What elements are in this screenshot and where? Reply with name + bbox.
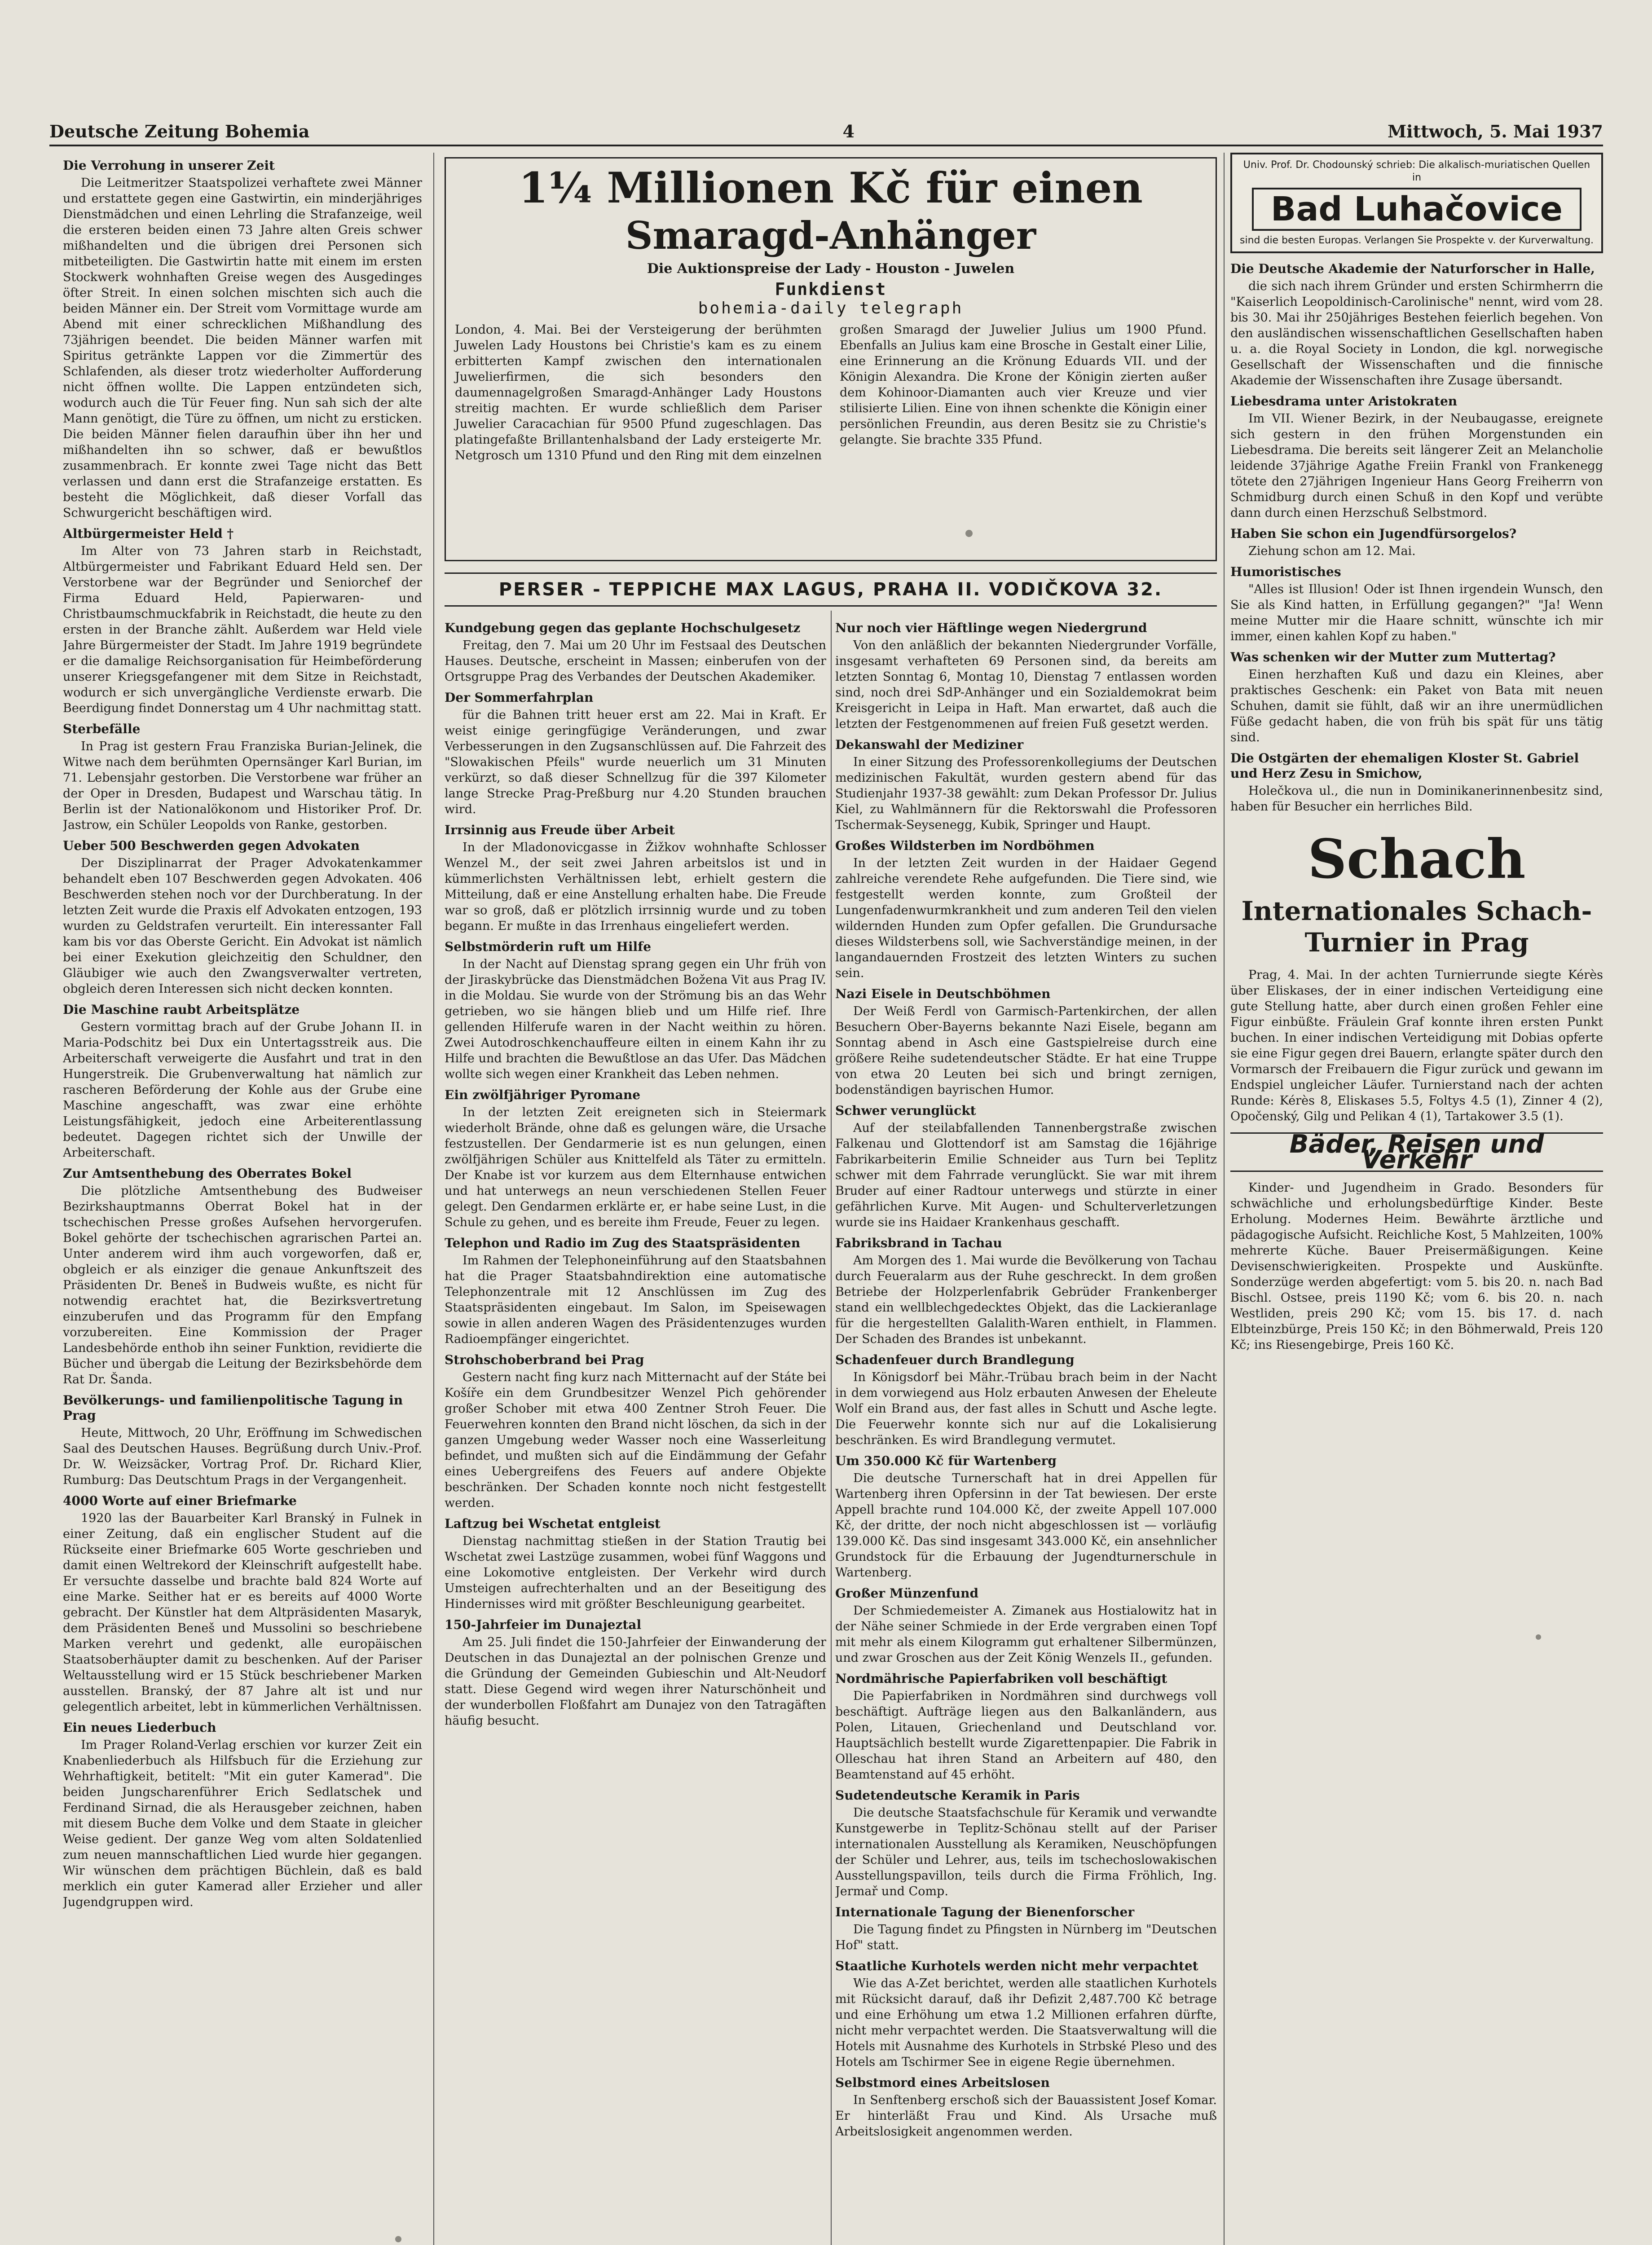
- article-text: Im VII. Wiener Bezirk, in der Neubaugasse, ereignete sich gestern in den frühen Morgenstunden ein Liebesdrama. Die bereits seit längerer Zeit an Melancholie leidende 37jährige Agathe Freiin Frankl von Frankenegg tötete den 27jährigen Ingenieur Hans Georg Freiherrn von Schmidburg durch einen Schuß in den Kopf und verübte dann durch einen Herzschuß Selbstmord.: [1230, 412, 1603, 520]
- article-heading: Nordmährische Papierfabriken voll beschäftigt: [835, 1671, 1167, 1686]
- article-text: Holečkova ul., die nun in Dominikanerinnenbesitz sind, haben für Besucher ein herrliches Bild.: [1230, 784, 1603, 814]
- article-text: 1920 las der Bauarbeiter Karl Branský in Fulnek in einer Zeitung, daß ein englischer Student auf die Rückseite einer Briefmarke 605 Worte geschrieben und damit einen Weltrekord der Kleinschrift aufgestellt habe. Er versuchte dasselbe und brachte bald 824 Worte auf eine Marke. Seither hat er es bereits auf 4000 Worte gebracht. Der Künstler hat dem Altpräsidenten Masaryk, dem Präsidenten Beneš und Mussolini so beschriebene Marken verehrt und gedenkt, alle europäischen Staatsoberhäupter damit zu beschenken. Auf der Pariser Weltausstellung wird er 15 Stück beschriebener Marken ausstellen. Branský, der 87 Jahre alt ist und nur gelegentlich arbeitet, lebt in kümmerlichen Verhältnissen.: [63, 1511, 422, 1714]
- article-heading: Sterbefälle: [63, 722, 141, 736]
- article-text: Ziehung schon am 12. Mai.: [1248, 544, 1416, 558]
- page-number: 4: [842, 121, 855, 141]
- column-4: [1230, 153, 1603, 2245]
- article-text: Die deutsche Staatsfachschule für Keramik und verwandte Kunstgewerbe in Teplitz-Schönau stellt auf der Pariser internationalen Ausstellung als Keramiken, Neuschöpfungen der Schüler und Lehrer, aus, teils im tschechoslowakischen Ausstellungspavillon, teils durch die Firma Fröhlich, Ing. Jermař und Comp.: [835, 1806, 1217, 1898]
- page-header: [49, 114, 1603, 141]
- article-text: Im Rahmen der Telephoneinführung auf den Staatsbahnen hat die Prager Staatsbahndirektion eine automatische Telephonzentrale mit 12 Anschlüssen im Zug des Staatspräsidenten eingebaut. Im Salon, im Speisewagen sowie in allen anderen Wagen des Präsidentenzuges wurden Radioempfänger eingerichtet.: [445, 1254, 826, 1346]
- column-separator: [433, 153, 434, 2245]
- banner-headline: 1¼ Millionen Kč für einen: [519, 163, 1143, 213]
- article-text: Die deutsche Turnerschaft hat in drei Appellen für Wartenberg ihren Opfersinn in der Tat bewiesen. Der erste Appell brachte rund 104.000 Kč, der zweite Appell 107.000 Kč, der dritte, der noch nicht abgeschlossen ist — vorläufig 139.000 Kč. Das sind insgesamt 343.000 Kč, ein ansehnlicher Grundstock für die Erbauung der Jugendturnerschule in Wartenberg.: [835, 1471, 1217, 1580]
- carpet-advertisement: PERSER - TEPPICHE MAX LAGUS, PRAHA II. VODIČKOVA 32.: [445, 572, 1217, 607]
- article-heading: Bevölkerungs- und familienpolitische Tagung in Prag: [63, 1393, 403, 1423]
- article-heading: Altbürgermeister Held †: [63, 526, 234, 541]
- article-heading: Die Maschine raubt Arbeitsplätze: [63, 1002, 300, 1017]
- print-speck: [395, 2236, 401, 2242]
- article-text: Dienstag nachmittag stießen in der Station Trautig bei Wschetat zwei Lastzüge zusammen, wobei fünf Waggons und eine Lokomotive entgleisten. Der Verkehr wird durch Umsteigen aufrechterhalten und an der Beseitigung des Hindernisses wird mit größter Beschleunigung gearbeitet.: [445, 1534, 826, 1611]
- article-heading: Ein zwölfjähriger Pyromane: [445, 1087, 641, 1102]
- article-heading: Großes Wildsterben im Nordböhmen: [835, 838, 1095, 853]
- article-heading: Ueber 500 Beschwerden gegen Advokaten: [63, 838, 360, 853]
- article-heading: Ein neues Liederbuch: [63, 1720, 216, 1735]
- article-heading: Die Verrohung in unserer Zeit: [63, 158, 275, 173]
- article-text: Gestern nacht fing kurz nach Mitternacht auf der Státe bei Košíře ein dem Grundbesitzer Wenzel Pich gehörender großer Schober mit etwa 400 Zentner Stroh Feuer. Die Feuerwehren konnten den Brand nicht löschen, da sich in der ganzen Umgebung weder Wasser noch eine Wasserleitung befindet, und mußten sich auf die Eindämmung der Gefahr eines Uebergreifens des Feuers auf andere Objekte beschränken. Der Schaden konnte noch nicht festgestellt werden.: [445, 1370, 826, 1510]
- issue-date: Mittwoch, 5. Mai 1937: [1388, 121, 1603, 141]
- article-heading: Nur noch vier Häftlinge wegen Niedergrund: [835, 621, 1147, 635]
- banner-headline-2: Smaragd-Anhänger: [625, 213, 1036, 258]
- travel-heading: Bäder, Reisen und Verkehr: [1230, 1132, 1603, 1172]
- article-heading: Laftzug bei Wschetat entgleist: [445, 1516, 661, 1531]
- article-text: Im Prager Roland-Verlag erschien vor kurzer Zeit ein Knabenliederbuch als Hilfsbuch für die Erziehung zur Wehrhaftigkeit, betitelt: "Mit ein guter Kamerad". Die beiden Jungscharenführer Erich Sedlatschek und Ferdinand Sirnad, die als Herausgeber zeichnen, haben mit diesem Buche dem Volke und dem Staate in gleicher Weise gedient. Der ganze Weg vom alten Soldatenlied zum neuen mannschaftlichen Lied wurde hier gegangen. Wir wünschen dem prächtigen Büchlein, daß es bald merklich ein guter Kamerad aller Erzieher und aller Jugendgruppen wird.: [63, 1738, 422, 1909]
- banner-subhead: Die Auktionspreise der Lady - Houston - Juwelen: [647, 261, 1015, 277]
- article-heading: Selbstmörderin ruft um Hilfe: [445, 939, 652, 954]
- travel-text: Kinder- und Jugendheim in Grado. Besonders für schwächliche und erholungsbedürftige Kinder. Beste Erholung. Modernes Heim. Bewährte ärztliche und pädagogische Aufsicht. Reichliche Kost, 5 Mahlzeiten, 100% mehrerte Küche. Bauer Preisermäßigungen. Keine Devisenschwierigkeiten. Prospekte und Auskünfte. Sonderzüge werden abgefertigt: vom 5. bis 20. n. nach Bad Bischl. Ostsee, preis 1190 Kč; vom 6. bis 20. n. nach Westliden, preis 290 Kč; vom 15. bis 17. d. nach Elbteinzbürge, Preis 150 Kč; in den Böhmerwald, Preis 120 Kč; ins Riesengebirge, Preis 160 Kč.: [1230, 1181, 1603, 1352]
- funkdienst-label: Funkdienst: [775, 279, 887, 299]
- article-heading: Schwer verunglückt: [835, 1103, 976, 1118]
- article-heading: Die Deutsche Akademie der Naturforscher in Halle,: [1230, 261, 1595, 276]
- article-text: Der Disziplinarrat der Prager Advokatenkammer behandelt eben 107 Beschwerden gegen Advokaten. 406 Beschwerden stehen noch vor der Durchberatung. In der letzten Zeit wurde die Praxis elf Advokaten entzogen, 193 wurden zu Geldstrafen verurteilt. Ein interessanter Fall kam bis vor das Oberste Gericht. Ein Advokat ist nämlich bei einer Exekution gleichzeitig den Schuldner, den Gläubiger wie auch den Zwangsverwalter vertreten, obgleich deren Interessen sich nicht decken konnten.: [63, 856, 422, 996]
- article-heading: Fabriksbrand in Tachau: [835, 1236, 1002, 1250]
- column-2: [445, 615, 826, 2245]
- telegraph-label: bohemia-daily telegraph: [698, 299, 964, 317]
- article-text: Die Leitmeritzer Staatspolizei verhaftete zwei Männer und erstattete gegen eine Gastwirtin, ein minderjähriges Dienstmädchen und einen Lehrling die Strafanzeige, weil die ersteren beiden einen 73 Jahre alten Greis schwer mißhandelten und die übrigen drei Personen sich mitbeteiligten. Die Gastwirtin hatte mit einem im ersten Stockwerk wohnhaften Greise wegen des Ausgedinges öfter Streit. In einen solchen mischten sich auch die beiden Männer ein. Der Streit vom Vormittage wurde am Abend mit einer schrecklichen Mißhandlung des 73jährigen beendet. Die beiden Männer warfen mit Spiritus getränkte Lappen vor die Zimmertür des Schlafenden, als dieser trotz wiederholter Aufforderung nicht öffnen wollte. Die Lappen entzündeten sich, wodurch auch die Tür Feuer fing. Nun sah sich der alte Mann genötigt, die Türe zu öffnen, um nicht zu ersticken. Die beiden Männer fielen daraufhin über ihn her und mißhandelten ihn so schwer, daß er bewußtlos zusammenbrach. Er konnte zwei Tage nicht das Bett verlassen und dann erst die Strafanzeige erstatten. Es besteht die Möglichkeit, daß dieser Vorfall das Schwurgericht beschäftigen wird.: [63, 176, 422, 520]
- column-separator: [831, 611, 832, 2245]
- article-heading: Humoristisches: [1230, 564, 1341, 579]
- chess-heading: Schach: [1308, 828, 1526, 891]
- article-text: In Senftenberg erschoß sich der Bauassistent Josef Komar. Er hinterläßt Frau und Kind. Als Ursache muß Arbeitslosigkeit angenommen werden.: [835, 2093, 1217, 2139]
- banner-text: London, 4. Mai. Bei der Versteigerung der berühmten Juwelen Lady Houstons bei Christie's kam es zu einem erbitterten Kampf zwischen den internationalen Juwelierfirmen, die sich besonders den daumennagelgroßen Smaragd-Anhänger Lady Houstons streitig machten. Er wurde schließlich dem Pariser Juwelier Caracachian für 9500 Pfund zugeschlagen. Das platingefaßte Brillantenhalsband der Lady ersteigerte Mr. Netgrosch um 1310 Pfund und den Ring mit dem einzelnen großen Smaragd der Juwelier Julius um 1900 Pfund. Ebenfalls an Julius kam eine Brosche in Gestalt einer Lilie, eine Erinnerung an die Krönung Eduards VII. und der Königin Alexandra. Die Krone der Königin zierten außer dem Kohinoor-Diamanten auch vier Kreuze und vier stilisierte Lilien. Eine von ihnen schenkte die Königin einer persönlichen Freundin, aus deren Besitz sie zu Christie's gelangte. Sie brachte 335 Pfund.: [455, 323, 1207, 462]
- print-speck: [965, 530, 973, 537]
- article-heading: Strohschoberbrand bei Prag: [445, 1352, 644, 1367]
- article-text: Am 25. Juli findet die 150-Jahrfeier der Einwanderung der Deutschen in das Dunajeztal an der polnischen Grenze und die Gründung der Gemeinden Gubieschin und Alt-Neudorf statt. Diese Gegend wird wegen ihrer Naturschönheit und der wunderbollen Floßfahrt am Dunajez von den Tatragäften häufig besucht.: [445, 1635, 826, 1728]
- article-text: Die Tagung findet zu Pfingsten in Nürnberg im "Deutschen Hof" statt.: [835, 1923, 1217, 1952]
- article-heading: Um 350.000 Kč für Wartenberg: [835, 1453, 1057, 1468]
- article-text: Wie das A-Zet berichtet, werden alle staatlichen Kurhotels mit Rücksicht darauf, daß ihr Defizit 2,487.700 Kč betrage und eine Erhöhung um etwa 1.2 Millionen erfahren dürfte, nicht mehr verpachtet werden. Die Staatsverwaltung will die Hotels mit Ausnahme des Kurhotels in Strbské Pleso und des Hotels am Tschirmer See in eigene Regie übernehmen.: [835, 1976, 1217, 2069]
- article-text: Heute, Mittwoch, 20 Uhr, Eröffnung im Schwedischen Saal des Deutschen Hauses. Begrüßung durch Univ.-Prof. Dr. W. Weizsäcker, Vortrag Prof. Dr. Richard Klier, Rumburg: Das Deutschtum Prags in der Vergangenheit.: [63, 1426, 422, 1487]
- header-rule: [49, 145, 1603, 146]
- banner-article: [445, 157, 1217, 561]
- article-heading: Zur Amtsenthebung des Oberrates Bokel: [63, 1166, 352, 1181]
- chess-subheading: Internationales Schach-Turnier in Prag: [1241, 896, 1592, 958]
- article-heading: Irrsinnig aus Freude über Arbeit: [445, 823, 675, 837]
- article-text: Der Weiß Ferdl von Garmisch-Partenkirchen, der allen Besuchern Ober-Bayerns bekannte Nazi Eisele, begann am Sonntag abend in Asch eine Gastspielreise durch eine größere Reihe sudetendeutscher Städte. Er hat eine Truppe von etwa 20 Leuten bei sich und bringt zernigen, bodenständigen bayrischen Humor.: [835, 1004, 1217, 1097]
- article-text: für die Bahnen tritt heuer erst am 22. Mai in Kraft. Er weist einige geringfügige Veränderungen, und zwar Verbesserungen in den Zugsanschlüssen auf. Die Fahrzeit des "Slowakischen Pfeils" wurde neuerlich um 31 Minuten verkürzt, so daß dieser Schnellzug für die 397 Kilometer lange Strecke Prag-Preßburg nur 4.20 Stunden brauchen wird.: [445, 708, 826, 816]
- article-text: Im Alter von 73 Jahren starb in Reichstadt, Altbürgermeister und Fabrikant Eduard Held sen. Der Verstorbene war der Begründer und Seniorchef der Firma Eduard Held, Papierwaren- und Christbaumschmuckfabrik in Reichstadt, die heute zu den ersten in der Branche zählt. Außerdem war Held viele Jahre Bürgermeister der Stadt. Im Jahre 1919 begründete er die damalige Reichsorganisation für Heimbeförderung unserer Kriegsgefangener mit dem Sitze in Reichstadt, wodurch er sich unvergängliche Verdienste erwarb. Die Beerdigung findet Donnerstag um 4 Uhr nachmittag statt.: [63, 544, 422, 715]
- article-heading: 150-Jahrfeier im Dunajeztal: [445, 1617, 642, 1632]
- article-text: die sich nach ihrem Gründer und ersten Schirmherrn die "Kaiserlich Leopoldinisch-Carolinische" nennt, wird vom 28. bis 30. Mai ihr 250jähriges Bestehen feierlich begehen. Von den ausländischen wissenschaftlichen Gesellschaften haben u. a. die Royal Society in London, die kgl. norwegische Gesellschaft der Wissenschaften und die finnische Akademie der Wissenschaften ihre Zusage übersandt.: [1230, 279, 1603, 387]
- article-heading: Der Sommerfahrplan: [445, 690, 594, 705]
- newspaper-name: Deutsche Zeitung Bohemia: [49, 121, 310, 141]
- article-heading: Schadenfeuer durch Brandlegung: [835, 1352, 1075, 1367]
- article-text: Die Papierfabriken in Nordmähren sind durchwegs voll beschäftigt. Aufträge liegen aus den Balkanländern, aus Polen, Litauen, Griechenland und Deutschland vor. Hauptsächlich bestellt wurde Zigarettenpapier. Die Fabrik in Olleschau hat ihren Stand an Arbeitern auf 480, den Beamtenstand auf 45 erhöht.: [835, 1689, 1217, 1782]
- article-text: Freitag, den 7. Mai um 20 Uhr im Festsaal des Deutschen Hauses. Deutsche, erscheint in Massen; einberufen von der Ortsgruppe Prag des Verbandes der Deutschen Akademiker.: [445, 638, 826, 684]
- article-heading: Nazi Eisele in Deutschböhmen: [835, 986, 1051, 1001]
- article-text: In der letzten Zeit wurden in der Haidaer Gegend zahlreiche verendete Rehe aufgefunden. Die Tiere sind, wie festgestellt werden konnte, zum Großteil der Lungenfadenwurmkrankheit und zum anderen Teil den vielen wildernden Hunden zum Opfer gefallen. Die Grundursache dieses Wildsterbens soll, wie Sachverständige meinen, in der langandauernden Frostzeit des letzten Winters zu suchen sein.: [835, 856, 1217, 980]
- ad-tagline: sind die besten Europas. Verlangen Sie Prospekte v. der Kurverwaltung.: [1240, 235, 1594, 246]
- article-text: Von den anläßlich der bekannten Niedergrunder Vorfälle, insgesamt verhafteten 69 Personen sind, da bereits am letzten Sonntag 6, Montag 10, Dienstag 7 entlassen worden sind, noch drei SdP-Anhänger und ein Sozialdemokrat beim Kreisgericht in Leipa in Haft. Man erwartet, daß auch die letzten der Festgenommenen auf freien Fuß gesetzt werden.: [835, 638, 1217, 731]
- article-heading: Dekanswahl der Mediziner: [835, 737, 1024, 752]
- print-speck: [1536, 1634, 1541, 1640]
- article-text: "Alles ist Illusion! Oder ist Ihnen irgendein Wunsch, den Sie als Kind hatten, in Erfüllung gegangen?" "Ja! Wenn meine Mutter mir die Haare schnitt, wünschte ich mir immer, einen kahlen Kopf zu haben.": [1230, 582, 1603, 643]
- article-text: In Königsdorf bei Mähr.-Trübau brach beim in der Nacht in dem vorwiegend aus Holz erbauten Anwesen der Eheleute Wolf ein Brand aus, der fast alles in Schutt und Asche legte. Die Feuerwehr konnte sich nur auf die Lokalisierung beschränken. Es wird Brandlegung vermutet.: [835, 1370, 1217, 1447]
- article-heading: Kundgebung gegen das geplante Hochschulgesetz: [445, 621, 801, 635]
- article-text: Gestern vormittag brach auf der Grube Johann II. in Maria-Podschitz bei Dux ein Untertagsstreik aus. Die Arbeiterschaft verweigerte die Ausfahrt und trat in den Hungerstreik. Die Grubenverwaltung hat nämlich zur rascheren Beförderung der Kohle aus der Grube eine Maschine angeschafft, was zwar eine erhöhte Leistungsfähigkeit, jedoch eine Arbeiterentlassung bedeutet. Dagegen richtet sich der Unwille der Arbeiterschaft.: [63, 1020, 422, 1160]
- article-heading: Internationale Tagung der Bienenforscher: [835, 1905, 1135, 1919]
- ad-title: Bad Luhačovice: [1252, 188, 1582, 231]
- article-heading: Staatliche Kurhotels werden nicht mehr verpachtet: [835, 1959, 1198, 1973]
- column-3: [835, 615, 1217, 2245]
- article-heading: Die Ostgärten der ehemaligen Kloster St. Gabriel und Herz Zesu in Smichow,: [1230, 751, 1579, 781]
- article-heading: Liebesdrama unter Aristokraten: [1230, 394, 1458, 409]
- article-heading: 4000 Worte auf einer Briefmarke: [63, 1493, 297, 1508]
- article-text: In der Mladonovicgasse in Žižkov wohnhafte Schlosser Wenzel M., der seit zwei Jahren arbeitslos ist und in kümmerlichsten Verhältnissen lebt, erhielt gestern die Mitteilung, daß er eine Anstellung erhalten habe. Die Freude war so groß, daß er plötzlich irrsinnig wurde und zu toben begann. Er mußte in das Irrenhaus eingeliefert werden.: [445, 841, 826, 933]
- article-text: Auf der steilabfallenden Tannenbergstraße zwischen Falkenau und Glottendorf ist am Samstag die 16jährige Fabrikarbeiterin Emilie Schneider aus Turn bei Teplitz schwer mit dem Fahrrade verunglückt. Sie war mit ihrem Bruder auf einer Radtour unterwegs und stürzte in einer gefährlichen Kurve. Mit Augen- und Schulterverletzungen wurde sie ins Haidaer Krankenhaus geschafft.: [835, 1121, 1217, 1229]
- article-text: In der letzten Zeit ereigneten sich in Steiermark wiederholt Brände, ohne daß es gelungen wäre, die Ursache festzustellen. Der Gendarmerie ist es nun gelungen, einen zwölfjährigen Schüler aus Knittelfeld als Täter zu ermitteln. Der Knabe ist vor kurzem aus dem Elternhause entwichen und hat unterwegs an neun verschiedenen Stellen Feuer gelegt. Den Gendarmen erklärte er, er habe seine Lust, in die Schule zu gehen, und es bereite ihm Freude, Feuer zu legen.: [445, 1105, 826, 1229]
- article-heading: Haben Sie schon ein Jugendfürsorgelos?: [1230, 526, 1517, 541]
- article-text: Am Morgen des 1. Mai wurde die Bevölkerung von Tachau durch Feueralarm aus der Ruhe geschreckt. In dem großen Betriebe der Holzperlenfabrik Gebrüder Frankenberger stand ein wellblechgedecktes Objekt, das die Lackieranlage für die hergestellten Galalith-Waren enthielt, in Flammen. Der Schaden des Brandes ist unbekannt.: [835, 1254, 1217, 1346]
- article-text: In einer Sitzung des Professorenkollegiums der Deutschen medizinischen Fakultät, wurden gestern abend für das Studienjahr 1937-38 gewählt: zum Dekan Professor Dr. Julius Kiel, zu Wahlmännern für die Rektorswahl die Professoren Tschermak-Seysenegg, Kubik, Springer und Haupt.: [835, 755, 1217, 832]
- article-text: Der Schmiedemeister A. Zimanek aus Hostialowitz hat in der Nähe seiner Schmiede in der Erde vergraben einen Topf mit mehr als einem Kilogramm gut erhaltener Silbermünzen, und zwar Groschen aus der Zeit König Wenzels II., gefunden.: [835, 1604, 1217, 1665]
- article-heading: Selbstmord eines Arbeitslosen: [835, 2075, 1050, 2090]
- column-separator: [1224, 153, 1225, 2245]
- ad-intro: Univ. Prof. Dr. Chodounský schrieb: Die alkalisch-muriatischen Quellen in: [1243, 159, 1590, 183]
- article-text: In Prag ist gestern Frau Franziska Burian-Jelinek, die Witwe nach dem berühmten Opernsänger Karl Burian, im 71. Lebensjahr gestorben. Die Verstorbene war früher an der Oper in Dresden, Budapest und Warschau tätig. In Berlin ist der Nationalökonom und Historiker Prof. Dr. Jastrow, ein Schüler Leopolds von Ranke, gestorben.: [63, 740, 422, 832]
- column-1: [63, 153, 422, 2245]
- article-text: In der Nacht auf Dienstag sprang gegen ein Uhr früh von der Jiraskybrücke das Dienstmädchen Božena Vit aus Prag IV. in die Moldau. Sie wurde von der Strömung bis an das Wehr getrieben, wo sie hängen blieb und um Hilfe rief. Ihre gellenden Hilferufe waren in der Nacht weithin zu hören. Zwei Autodroschkenchauffeure eilten in einem Kahn ihr zu Hilfe und brachten die Bewußtlose an das Ufer. Das Mädchen wollte sich wegen einer Krankheit das Leben nehmen.: [445, 957, 826, 1081]
- article-heading: Telephon und Radio im Zug des Staatspräsidenten: [445, 1236, 801, 1250]
- chess-text: Prag, 4. Mai. In der achten Turnierrunde siegte Kérès über Eliskases, der in einer indischen Verteidigung eine gute Stellung hatte, aber durch einen großen Fehler eine Figur einbüßte. Fräulein Graf konnte ihren ersten Punkt buchen. In einer indischen Verteidigung mit Dobias opferte sie eine Figur gegen drei Bauern, erlangte später durch den Vormarsch der Freibauern die Figur zurück und gewann im Endspiel ungleicher Läufer. Turnierstand nach der achten Runde: Kérès 8, Eliskases 5.5, Foltys 4.5 (1), Zinner 4 (2), Opočenský, Gilg und Pelikan 4 (1), Tartakower 3.5 (1).: [1230, 968, 1603, 1123]
- spa-advertisement: [1230, 153, 1603, 253]
- article-heading: Was schenken wir der Mutter zum Muttertag?: [1230, 650, 1556, 665]
- article-text: Einen herzhaften Kuß und dazu ein Kleines, aber praktisches Geschenk: ein Paket von Bata mit neuen Schuhen, damit sie fühlt, daß wir an ihre unermüdlichen Füße gedacht haben, die von früh bis spät für uns tätig sind.: [1230, 668, 1603, 744]
- article-heading: Großer Münzenfund: [835, 1586, 979, 1601]
- article-heading: Sudetendeutsche Keramik in Paris: [835, 1788, 1080, 1803]
- column-4-articles: [1230, 261, 1603, 814]
- article-text: Die plötzliche Amtsenthebung des Budweiser Bezirkshauptmanns Oberrat Bokel hat in der tschechischen Presse großes Aufsehen hervorgerufen. Bokel gehörte der tschechischen agrarischen Partei an. Unter anderem wird ihm auch vorgeworfen, daß er, obgleich er als einziger die genaue Ankunftszeit des Präsidenten Dr. Beneš in Budweis wußte, es nicht für notwendig erachtet hat, die Bezirksvertretung einzuberufen und das Programm für den Empfang vorzubereiten. Eine Kommission der Prager Landesbehörde enthob ihn seiner Funktion, revidierte die Bücher und übergab die Leitung der Bezirksbehörde dem Rat Dr. Šanda.: [63, 1184, 422, 1387]
